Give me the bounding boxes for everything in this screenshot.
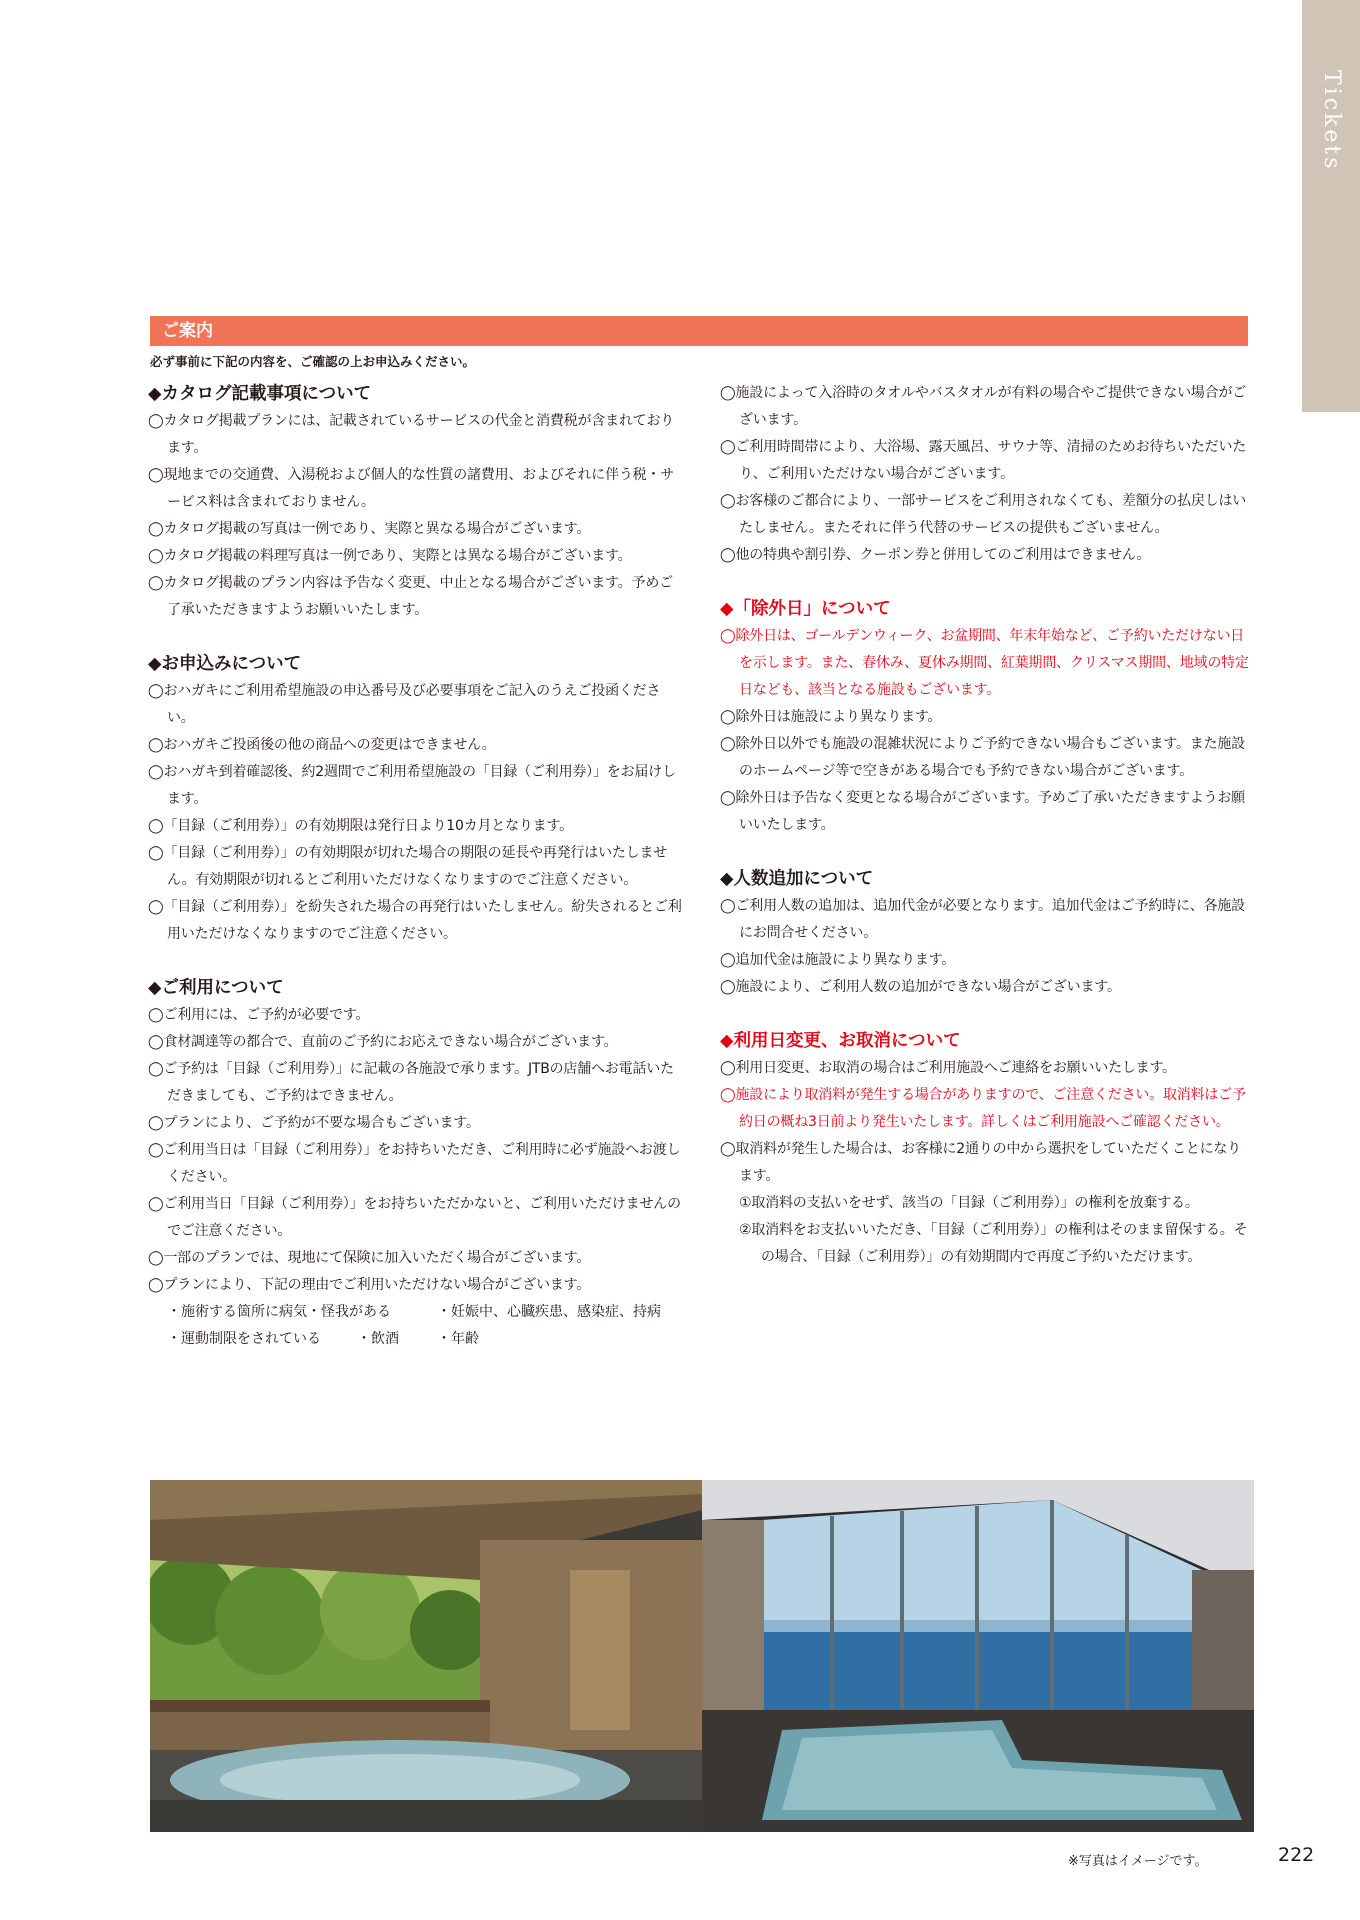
list-item: ◯現地までの交通費、入湯税および個人的な性質の諸費用、およびそれに伴う税・サービス料は含まれておりません。: [148, 467, 675, 510]
list-item-highlight: ◯除外日は、ゴールデンウィーク、お盆期間、年末年始など、ご予約いただけない日を示します。また、春休み、夏休み期間、紅葉期間、クリスマス期間、地域の特定日なども、該当となる施設もございます。: [720, 628, 1249, 698]
list-item: ◯おハガキ到着確認後、約2週間でご利用希望施設の「目録（ご利用券）」をお届けします。: [148, 764, 676, 807]
banner-title: ご案内: [162, 321, 213, 341]
section-title: ◆カタログ記載事項について: [148, 384, 372, 404]
photo-indoor-bath: [702, 1480, 1254, 1832]
list-item: ◯カタログ掲載のプラン内容は予告なく変更、中止となる場合がございます。予めご了承いただきますようお願いいたします。: [148, 575, 673, 618]
intro-text: 必ず事前に下記の内容を、ご確認の上お申込みください。: [150, 354, 476, 369]
section-additional-guests: [720, 865, 1250, 1001]
list-item-highlight: ◯施設により取消料が発生する場合がありますので、ご注意ください。取消料はご予約日の概ね3日前より発生いたします。詳しくはご利用施設へご確認ください。: [720, 1087, 1246, 1130]
photo-open-air-bath: [150, 1480, 702, 1832]
list-item: ◯ご利用当日は「目録（ご利用券）」をお持ちいただき、ご利用時に必ず施設へお渡しください。: [148, 1142, 681, 1185]
list-item: ◯ご利用当日「目録（ご利用券）」をお持ちいただかないと、ご利用いただけませんのでご注意ください。: [148, 1196, 681, 1239]
reason-item: ・施術する箇所に病気・怪我がある: [167, 1304, 391, 1320]
section-title: ◆人数追加について: [720, 869, 874, 889]
reason-list: [148, 1326, 686, 1353]
list-item: ◯除外日は予告なく変更となる場合がございます。予めご了承いただきますようお願いいたします。: [720, 790, 1245, 833]
reason-item: ・年齢: [437, 1331, 479, 1347]
list-item: ◯ご利用には、ご予約が必要です。: [148, 1007, 370, 1023]
right-column: [720, 380, 1250, 1297]
list-item: ◯施設によって入浴時のタオルやバスタオルが有料の場合やご提供できない場合がございます。: [720, 385, 1247, 428]
list-item: ◯ご利用時間帯により、大浴場、露天風呂、サウナ等、清掃のためお待ちいただいたり、ご利用いただけない場合がございます。: [720, 439, 1247, 482]
section-excluded-dates: [720, 595, 1250, 839]
list-item: ◯プランにより、ご予約が不要な場合もございます。: [148, 1115, 480, 1131]
section-catalog: [148, 380, 686, 624]
section-change-cancel: [720, 1027, 1250, 1271]
sub-list-item: ②取消料をお支払いいただき、「目録（ご利用券）」の権利はそのまま留保する。その場合、「目録（ご利用券）」の有効期間内で再度ご予約いただけます。: [739, 1222, 1248, 1265]
list-item: ◯ご予約は「目録（ご利用券）」に記載の各施設で承ります。JTBの店舗へお電話いただきましても、ご予約はできません。: [148, 1061, 674, 1104]
side-index-tab: [1302, 0, 1360, 412]
reason-item: ・運動制限をされている: [167, 1331, 321, 1347]
reason-list: [148, 1299, 686, 1326]
side-tab-label: Tickets: [1319, 70, 1344, 172]
list-item: ◯除外日以外でも施設の混雑状況によりご予約できない場合もございます。また施設のホームページ等で空きがある場合でも予約できない場合がございます。: [720, 736, 1245, 779]
list-item: ◯「目録（ご利用券）」の有効期限は発行日より10カ月となります。: [148, 818, 573, 834]
list-item: ◯食材調達等の都合で、直前のご予約にお応えできない場合がございます。: [148, 1034, 618, 1050]
reason-item: ・飲酒: [357, 1331, 399, 1347]
list-item: ◯カタログ掲載プランには、記載されているサービスの代金と消費税が含まれております。: [148, 413, 675, 456]
list-item: ◯取消料が発生した場合は、お客様に2通りの中から選択をしていただくことになります。: [720, 1141, 1241, 1184]
photo-caption: ※写真はイメージです。: [1068, 1854, 1208, 1869]
section-title: ◆ご利用について: [148, 978, 284, 998]
sub-list-item: ①取消料の支払いをせず、該当の「目録（ご利用券）」の権利を放棄する。: [739, 1195, 1199, 1211]
section-title: ◆「除外日」について: [720, 599, 891, 619]
list-item: ◯ご利用人数の追加は、追加代金が必要となります。追加代金はご予約時に、各施設にお問合せください。: [720, 898, 1245, 941]
reason-item: ・妊娠中、心臓疾患、感染症、持病: [437, 1304, 661, 1320]
list-item: ◯お客様のご都合により、一部サービスをご利用されなくても、差額分の払戻しはいたしません。またそれに伴う代替のサービスの提供もございません。: [720, 493, 1247, 536]
section-usage: [148, 974, 686, 1353]
section-usage-continued: [720, 380, 1250, 569]
list-item: ◯他の特典や割引券、クーポン券と併用してのご利用はできません。: [720, 547, 1151, 563]
list-item: ◯「目録（ご利用券）」の有効期限が切れた場合の期限の延長や再発行はいたしません。有効期限が切れるとご利用いただけなくなりますのでご注意ください。: [148, 845, 668, 888]
photo-strip: [150, 1480, 1254, 1832]
photo-indoor-bath-image: [702, 1480, 1254, 1832]
photo-open-air-bath-image: [150, 1480, 702, 1832]
list-item: ◯プランにより、下記の理由でご利用いただけない場合がございます。: [148, 1277, 591, 1293]
list-item: ◯おハガキにご利用希望施設の申込番号及び必要事項をご記入のうえご投函ください。: [148, 683, 661, 726]
section-title: ◆利用日変更、お取消について: [720, 1031, 961, 1051]
section-title: ◆お申込みについて: [148, 654, 302, 674]
page-number: 222: [1278, 1844, 1315, 1866]
section-application: [148, 650, 686, 948]
section-banner: [150, 316, 1248, 346]
list-item: ◯おハガキご投函後の他の商品への変更はできません。: [148, 737, 496, 753]
list-item: ◯施設により、ご利用人数の追加ができない場合がございます。: [720, 979, 1121, 995]
list-item: ◯カタログ掲載の料理写真は一例であり、実際とは異なる場合がございます。: [148, 548, 632, 564]
list-item: ◯追加代金は施設により異なります。: [720, 952, 956, 968]
list-item: ◯利用日変更、お取消の場合はご利用施設へご連絡をお願いいたします。: [720, 1060, 1176, 1076]
list-item: ◯除外日は施設により異なります。: [720, 709, 942, 725]
left-column: [148, 380, 686, 1379]
list-item: ◯「目録（ご利用券）」を紛失された場合の再発行はいたしません。紛失されるとご利用いただけなくなりますのでご注意ください。: [148, 899, 682, 942]
list-item: ◯一部のプランでは、現地にて保険に加入いただく場合がございます。: [148, 1250, 591, 1266]
list-item: ◯カタログ掲載の写真は一例であり、実際と異なる場合がございます。: [148, 521, 591, 537]
